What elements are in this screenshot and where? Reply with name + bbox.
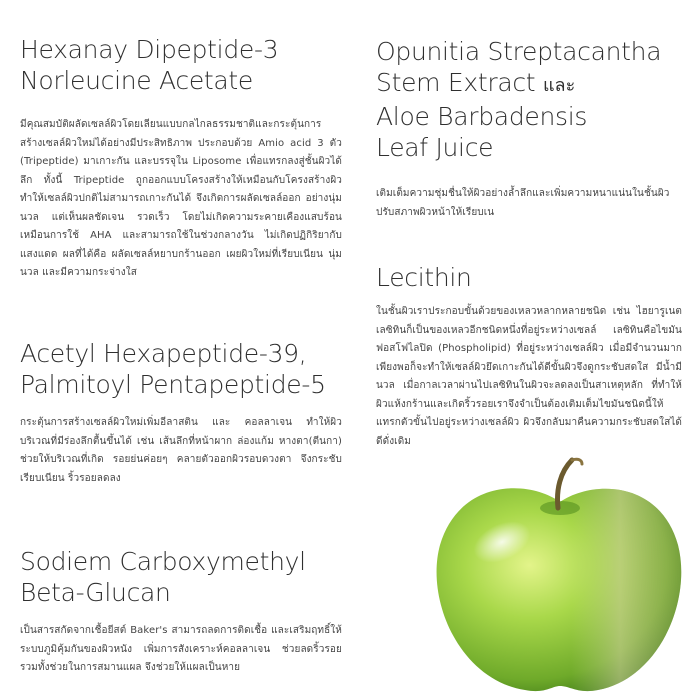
section-heading: [20, 546, 342, 608]
section-heading: [376, 36, 680, 163]
heading-line: [376, 67, 680, 101]
section-body: กระตุ้นการสร้างเซลล์ผิวใหม่เพิ่มอีลาสติน และ คอลลาเจน ทำให้ผิว บริเวณที่มีร่องลึกตื้นขึ้นได้ เช่น เส้นลึกที่หน้าผาก ล่องแก้ม หางตา(ตีนกา) ช่วยให้บริเวณที่เกิด รอยย่นค่อยๆ คลายตัวออกผิวรอบดวงตา จึงกระชับ เรียบเนียน ริ้วรอยลดลง: [20, 417, 342, 484]
heading-line: Lecithin: [376, 263, 472, 292]
heading-line: Hexanay Dipeptide-3: [20, 35, 279, 64]
heading-line: Aloe Barbadensis: [376, 102, 588, 131]
heading-conjunction: และ: [542, 75, 576, 96]
section-heading: [20, 338, 342, 400]
section-lecithin: [376, 262, 682, 451]
section-opunitia-aloe: [376, 36, 680, 222]
section-body: มีคุณสมบัติผลัดเซลล์ผิวโดยเลียนแบบกลไกลธรรมชาติและกระตุ้นการสร้างเซลล์ผิวใหม่ได้อย่างมีประสิทธิภาพ ประกอบด้วย Amio acid 3 ตัว (Tripeptide) มาเกาะกัน และบรรจุใน Liposome เพื่อแทรกลงสู่ชั้นผิวได้ลึก ทั้งนี้ Tripeptide ถูกออกแบบโครงสร้างให้เหมือนกับโครงสร้างผิว ทำให้เซลล์ผิวปกติไม่สามารถเกาะกันได้ จึงเกิดการผลัดเซลล์ออก อย่างนุ่มนวล แต่เห็นผลชัดเจน รวดเร็ว โดยไม่เกิดความระคายเคืองแสบร้อนเหมือนการใช้ AHA และสามารถใช้ในช่วงกลางวัน ไม่เกิดปฏิกิริยากับแสงแดด ผลที่ได้คือ ผลัดเซลล์หยาบกร้านออก เผยผิวใหม่ที่เรียบเนียน นุ่มนวล และมีความกระจ่างใส: [20, 119, 342, 278]
section-body: เป็นสารสกัดจากเชื้อยีสต์ Baker's สามารถลดการติดเชื้อ และเสริมฤทธิ์ให้ระบบภูมิคุ้มกันของผิวหนัง เพิ่มการสังเคราะห์คอลลาเจน ช่วยลดริ้วรอยรวมทั้งช่วยในการสมานแผล จึงช่วยให้แผลเป็นหาย: [20, 625, 342, 673]
green-apple-icon: [420, 450, 700, 700]
heading-line: Acetyl Hexapeptide-39,: [20, 339, 307, 368]
heading-line: Sodiem Carboxymethyl: [20, 547, 306, 576]
heading-line: Opunitia Streptacantha: [376, 37, 662, 66]
heading-line: Palmitoyl Pentapeptide-5: [20, 370, 326, 399]
section-heading: [20, 34, 342, 96]
heading-line: Beta-Glucan: [20, 578, 171, 607]
heading-line: Norleucine Acetate: [20, 66, 254, 95]
section-sodiem-carboxymethyl: [20, 546, 342, 678]
section-acetyl-hexapeptide: [20, 338, 342, 488]
heading-text: Stem Extract: [376, 68, 536, 97]
apple-skin-texture: [437, 488, 682, 691]
section-hexanay-dipeptide: [20, 34, 342, 283]
section-body: ในชั้นผิวเราประกอบขั้นด้วยของเหลวหลากหลายชนิด เช่น ไฮยารูเนตเลซิทินก็เป็นของเหลวอีกชนิดหนึ่งที่อยู่ระหว่างเซลล์ เลซิทินคือไขมันฟอสโฟไลปิด (Phospholipid) ที่อยู่ระหว่างเซลล์ผิว เมื่อมีจำนวนมากเพียงพอก็จะทำให้เซลล์ผิวยึดเกาะกันได้ดีขั้นผิวจึงดูกระชับสดใส มีน้ำมีนวล เมื่อกาลเวลาผ่านไปเลซิทินในผิวจะลดลงเป็นสาเหตุหลัก ที่ทำให้ผิวแห้งกร้านและเกิดริ้วรอยเราจึงจำเป็นต้องเติมเต็มไขมันชนิดนี้ให้แทรกตัวขั้นไปอยู่ระหว่างเซลล์ผิว ผิวจึงกลับมาคืนความกระชับสดใสได้ดีดั่งเดิม: [376, 306, 682, 447]
heading-line: Leaf Juice: [376, 133, 494, 162]
section-body: เติมเต็มความชุ่มชื่นให้ผิวอย่างล้ำลึกและเพิ่มความหนาแน่นในชั้นผิว ปรับสภาพผิวหน้าให้เรียบเน: [376, 188, 670, 218]
section-heading: [376, 262, 682, 293]
